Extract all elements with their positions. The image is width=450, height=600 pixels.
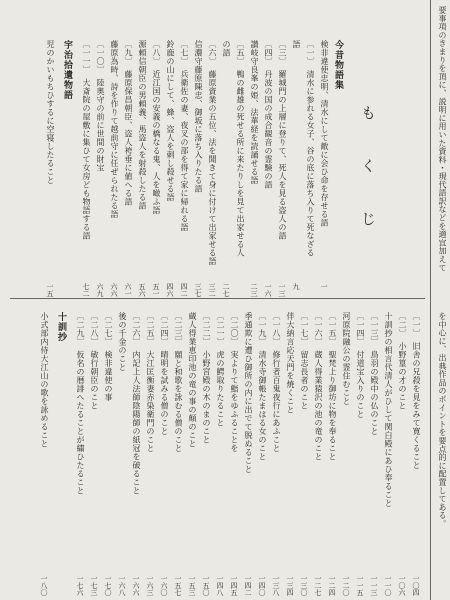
toc-entry: 源頼信朝臣の男頼義、馬盗人を射殺したる語 (138, 40, 147, 210)
toc-page-number: 一七六 (76, 575, 84, 596)
edge-text-bottom: を中心に、出典作品のポイントを要点的に配置してある。 (438, 312, 447, 528)
toc-entry: 十訓抄の相言代清人がひして関白殿にあひ奉ること (384, 312, 393, 508)
toc-page-number: 一四五 (230, 575, 238, 596)
toc-entry: 〔六〕 藤原資業の五位、法を聞きて身に付けて出家せる語 (208, 40, 217, 266)
toc-page-number: 一五〇 (202, 575, 210, 596)
toc-page-number: 九 (292, 283, 300, 290)
toc-page-number: 三七 (194, 283, 202, 297)
toc-page-number: 一三八 (272, 575, 280, 596)
toc-entry: 〔八〕 近江国の安義の橋なる鬼、人を噉ふ語 (152, 40, 161, 215)
toc-entry: 〔四〕 丹波の国の成合観音の霊験の語 (264, 40, 273, 189)
toc-page-number: 一一〇 (384, 575, 392, 596)
toc-entry: 〔九〕 藤原保昌朝臣、盗人袴垂に値へる語 (124, 40, 133, 206)
toc-entry: 〔三〕 羅城門の上層に登りて、死人を見る盗人の語 (278, 40, 287, 240)
toc-page-number: 一五三 (188, 575, 196, 596)
toc-page-number: 一六 (264, 283, 272, 297)
toc-entry: 〔二三〕 願と和歌を詠むる僧のこと (174, 312, 183, 453)
toc-page-number: 一二七 (314, 575, 322, 596)
toc-entry: 〔二八〕 敏行朝臣のこと (90, 312, 99, 410)
toc-page-number: 一六八 (118, 575, 126, 596)
toc-page-number: 六一 (124, 283, 132, 297)
toc-entry: 〔七〕 兵衛佐の妻、夜叉の部を得て家に帰れる語 (180, 40, 189, 232)
toc-page-number: 六六 (110, 283, 118, 297)
toc-page-number: 一七〇 (104, 575, 112, 596)
toc-entry: 信濃守藤原陳忠、御坂に落ち入りたる語 (194, 40, 203, 193)
toc-entry: 蔵人得業恵印池の竜の事の顛のこと (188, 312, 197, 448)
toc-entry: 〔一三〕 鳥羽の殿中の仏のこと (370, 312, 379, 436)
section-heading: 十訓抄 (56, 312, 66, 342)
toc-page-number: 一四八 (216, 575, 224, 596)
toc-page-number: 三二 (208, 283, 216, 297)
toc-page-number: 六九 (96, 283, 104, 297)
toc-entry: 語 (292, 40, 301, 49)
toc-page-number: 一 (320, 283, 328, 290)
toc-page-number: 四二 (180, 283, 188, 297)
section-heading: 宇治拾遺物語 (62, 40, 72, 100)
toc-entry: 〔一五〕 聖梵上り御坊に物を奉ること (328, 312, 337, 461)
toc-page-number: 四六 (166, 283, 174, 297)
toc-page-number: 一三 (278, 283, 286, 297)
toc-entry: 〔二九〕 仮名の暦誹へたることが繍ひたること (76, 312, 85, 495)
toc-entry: 〔一〕 旧舎の兄殺を見をみて寛くること (412, 312, 421, 470)
toc-entry: 〔一四〕 付道宝入りのこと (356, 312, 365, 419)
toc-entry: 〔二一〕 虎の鰐取りたること (216, 312, 225, 427)
section-heading: 今昔物語集 (333, 40, 343, 90)
toc-page-number: 五六 (138, 283, 146, 297)
toc-page-number: 二三 (250, 283, 258, 297)
toc-page-number: 一五 (46, 283, 54, 297)
toc-entry: 〔一六〕 蔵人得業猿沢の池の竜のこと (314, 312, 323, 461)
toc-page-number: 一六六 (132, 575, 140, 596)
toc-entry: 藤原為時、詩を作りて越前守に任ぜられたる語 (110, 40, 119, 219)
edge-text-top: 要事項のきまりを頂に、説明に用いた資料・現代語訳などを適宜加えて (438, 6, 447, 272)
toc-entry: 〔二四〕 晴明を試みる僧のこと (160, 312, 169, 436)
toc-entry: 〔一一〕 大斎院の屋敷に集ひて女房ども物語する語 (82, 40, 91, 240)
section-divider (10, 298, 425, 299)
toc-entry: 〔一七〕 留志長者のこと (300, 312, 309, 410)
toc-entry: 〔一八〕 修行者百鬼夜行にあふこと (272, 312, 281, 453)
toc-entry: 〔二〕 小野篁の才のこと (398, 312, 407, 410)
toc-entry: 小式部内侍大江山の歌を詠めること (40, 312, 49, 448)
toc-page-number: 五一 (152, 283, 160, 297)
toc-page-number: 一〇六 (398, 575, 406, 596)
toc-page-number: 一一五 (356, 575, 364, 596)
toc-page-number: 一二四 (328, 575, 336, 596)
toc-page-number: 一八〇 (40, 575, 48, 596)
toc-entry: 〔一九〕 清水寺御帳たまはる女のこと (258, 312, 267, 461)
toc-entry: 鈴鹿の山にして、蜂、盗人を刺し殺せる語 (166, 40, 175, 202)
toc-page-number: 一四二 (244, 575, 252, 596)
toc-page-number: 一六〇 (160, 575, 168, 596)
toc-entry: 検非違使忠明、清水にして敵に会ひ命を存せる語 (320, 40, 329, 227)
toc-page-number: 一五七 (174, 575, 182, 596)
toc-page-number: 一〇四 (412, 575, 420, 596)
toc-entry: 〔五〕 鴨の雌雄の死せる所に来たりしを見て出家せる人 (236, 40, 245, 257)
edge-divider (430, 0, 431, 600)
toc-entry: 児のかいもちひするに空寝したること (46, 40, 55, 185)
toc-page-number: 一六三 (146, 575, 154, 596)
toc-entry: 後の千金のこと (118, 312, 127, 372)
toc-page-number: 一一三 (370, 575, 378, 596)
toc-entry: 〔二七〕 検非違使の事 (104, 312, 113, 402)
toc-entry: 〔一〇〕 陸奥守の前に世間の財宝 (96, 40, 105, 172)
toc-page-number: 一四〇 (258, 575, 266, 596)
toc-entry: 季通欺に遭ひ御所の内に出でて脱ぬること (244, 312, 253, 474)
toc-entry: の語 (222, 40, 231, 57)
toc-entry: 〔一〕 清水に参れる女子、谷の底に落ち入りて死なざる (306, 40, 315, 257)
toc-entry: 〔二二〕 小野宮殿の木のまのこと (202, 312, 211, 444)
toc-entry: 伴大納言応天門を焼くこと (286, 312, 295, 414)
toc-page-number: 二七 (222, 283, 230, 297)
toc-entry: 河原院融公の霊住むこと (342, 312, 351, 406)
toc-entry: 〔二五〕 大江匡衡妻赤染衛門のこと (146, 312, 155, 453)
toc-page-number: 七二 (82, 283, 90, 297)
toc-entry: 〔二六〕 内記上人法師陰陽師の紙冠を破ること (132, 312, 141, 495)
toc-entry: 〔二〇〕 実よりて鮨をゆふることを (230, 312, 239, 453)
toc-page-number: 一三〇 (300, 575, 308, 596)
page-title: もくじ (359, 105, 377, 264)
toc-page-number: 一七三 (90, 575, 98, 596)
toc-page-number: 一二〇 (342, 575, 350, 596)
toc-page-number: 一三四 (286, 575, 294, 596)
toc-entry: 讃岐守良峯の姫、法華経を読誦せる語 (250, 40, 259, 185)
